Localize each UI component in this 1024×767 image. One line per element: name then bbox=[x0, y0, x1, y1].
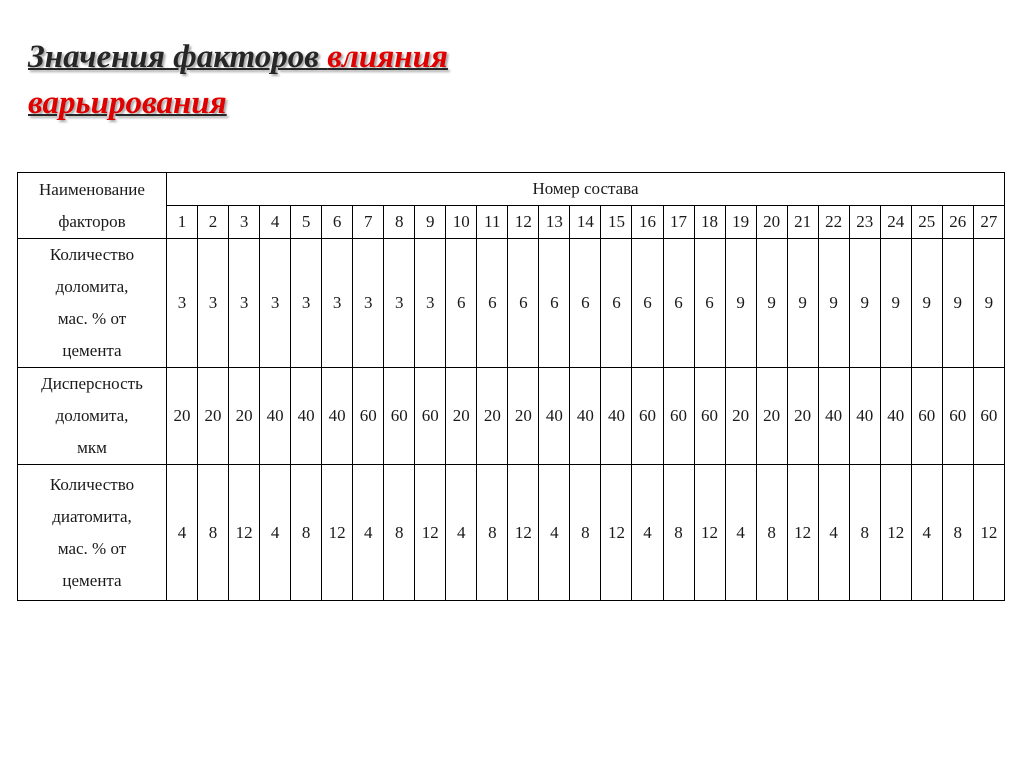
factor-value-cell: 40 bbox=[601, 368, 632, 465]
factor-value-cell: 6 bbox=[694, 239, 725, 368]
factor-value-cell: 20 bbox=[477, 368, 508, 465]
composition-number: 17 bbox=[663, 206, 694, 239]
factor-value-cell: 3 bbox=[260, 239, 291, 368]
factor-label-line: Количество bbox=[49, 245, 135, 264]
composition-number: 2 bbox=[198, 206, 229, 239]
factor-value-cell: 40 bbox=[818, 368, 849, 465]
factor-value-cell: 4 bbox=[353, 465, 384, 601]
composition-number: 8 bbox=[384, 206, 415, 239]
factor-value-cell: 60 bbox=[384, 368, 415, 465]
factor-value-cell: 4 bbox=[911, 465, 942, 601]
factor-value-cell: 4 bbox=[725, 465, 756, 601]
factor-value-cell: 60 bbox=[694, 368, 725, 465]
factor-value-cell: 3 bbox=[167, 239, 198, 368]
factor-value-cell: 4 bbox=[167, 465, 198, 601]
factor-value-cell: 8 bbox=[384, 465, 415, 601]
factor-label bbox=[18, 239, 167, 368]
factor-value-cell: 60 bbox=[415, 368, 446, 465]
factor-value-cell: 4 bbox=[260, 465, 291, 601]
factor-label-line: Количество bbox=[49, 474, 135, 494]
factor-value-cell: 9 bbox=[880, 239, 911, 368]
factor-value-cell: 12 bbox=[787, 465, 818, 601]
factor-value-cell: 4 bbox=[818, 465, 849, 601]
factor-value-cell: 40 bbox=[849, 368, 880, 465]
header-factor-name-line1: Наименование bbox=[39, 179, 145, 199]
factor-value-cell: 40 bbox=[260, 368, 291, 465]
composition-number: 22 bbox=[818, 206, 849, 239]
composition-number: 14 bbox=[570, 206, 601, 239]
factor-value-cell: 4 bbox=[632, 465, 663, 601]
factor-value-cell: 3 bbox=[384, 239, 415, 368]
factor-value-cell: 3 bbox=[415, 239, 446, 368]
composition-number: 12 bbox=[508, 206, 539, 239]
factor-label-line: цемента bbox=[62, 341, 122, 360]
header-row-1 bbox=[18, 173, 1005, 206]
factor-value-cell: 20 bbox=[508, 368, 539, 465]
factor-value-cell: 6 bbox=[601, 239, 632, 368]
composition-number: 23 bbox=[849, 206, 880, 239]
factor-value-cell: 8 bbox=[198, 465, 229, 601]
composition-number: 26 bbox=[942, 206, 973, 239]
factor-value-cell: 4 bbox=[539, 465, 570, 601]
header-composition-group: Номер состава bbox=[167, 173, 1005, 206]
factor-label bbox=[18, 465, 167, 601]
factor-value-cell: 8 bbox=[942, 465, 973, 601]
title-red-text: влияния bbox=[327, 39, 448, 75]
composition-number: 3 bbox=[229, 206, 260, 239]
factor-value-cell: 8 bbox=[663, 465, 694, 601]
composition-number: 7 bbox=[353, 206, 384, 239]
factor-value-cell: 20 bbox=[198, 368, 229, 465]
factor-value-cell: 6 bbox=[539, 239, 570, 368]
factor-value-cell: 12 bbox=[415, 465, 446, 601]
factor-label-line: диатомита, bbox=[52, 506, 132, 526]
factor-value-cell: 12 bbox=[508, 465, 539, 601]
header-factor-name bbox=[18, 173, 167, 239]
factor-value-cell: 9 bbox=[911, 239, 942, 368]
composition-number: 27 bbox=[973, 206, 1004, 239]
factor-value-cell: 40 bbox=[291, 368, 322, 465]
slide-title bbox=[28, 34, 448, 126]
factor-value-cell: 12 bbox=[973, 465, 1004, 601]
factor-value-cell: 60 bbox=[663, 368, 694, 465]
factor-value-cell: 20 bbox=[167, 368, 198, 465]
factor-label-line: мкм bbox=[77, 438, 107, 457]
factor-value-cell: 9 bbox=[725, 239, 756, 368]
factor-value-cell: 60 bbox=[973, 368, 1004, 465]
factor-value-cell: 20 bbox=[756, 368, 787, 465]
factor-label-line: доломита, bbox=[55, 406, 129, 425]
composition-number: 20 bbox=[756, 206, 787, 239]
composition-number: 16 bbox=[632, 206, 663, 239]
composition-number: 6 bbox=[322, 206, 353, 239]
composition-number: 18 bbox=[694, 206, 725, 239]
composition-number: 1 bbox=[167, 206, 198, 239]
factor-value-cell: 8 bbox=[756, 465, 787, 601]
header-row-composition-numbers bbox=[18, 206, 1005, 239]
factor-value-cell: 6 bbox=[477, 239, 508, 368]
composition-number: 24 bbox=[880, 206, 911, 239]
factors-table bbox=[17, 172, 1005, 601]
factor-row bbox=[18, 368, 1005, 465]
factor-value-cell: 3 bbox=[291, 239, 322, 368]
factor-value-cell: 12 bbox=[601, 465, 632, 601]
composition-number: 4 bbox=[260, 206, 291, 239]
factor-value-cell: 6 bbox=[446, 239, 477, 368]
factor-label-line: Дисперсность bbox=[41, 374, 143, 393]
factor-value-cell: 3 bbox=[229, 239, 260, 368]
factor-value-cell: 20 bbox=[787, 368, 818, 465]
factor-value-cell: 3 bbox=[353, 239, 384, 368]
factor-value-cell: 20 bbox=[725, 368, 756, 465]
factor-value-cell: 9 bbox=[756, 239, 787, 368]
composition-number: 10 bbox=[446, 206, 477, 239]
factor-row bbox=[18, 465, 1005, 601]
composition-number: 11 bbox=[477, 206, 508, 239]
factor-value-cell: 60 bbox=[911, 368, 942, 465]
factor-value-cell: 9 bbox=[973, 239, 1004, 368]
factor-value-cell: 20 bbox=[446, 368, 477, 465]
factor-value-cell: 9 bbox=[942, 239, 973, 368]
composition-number: 15 bbox=[601, 206, 632, 239]
composition-number: 25 bbox=[911, 206, 942, 239]
factor-label bbox=[18, 368, 167, 465]
factor-value-cell: 6 bbox=[663, 239, 694, 368]
factor-value-cell: 3 bbox=[198, 239, 229, 368]
factor-value-cell: 6 bbox=[632, 239, 663, 368]
factor-value-cell: 60 bbox=[942, 368, 973, 465]
factor-value-cell: 9 bbox=[787, 239, 818, 368]
composition-number: 19 bbox=[725, 206, 756, 239]
factor-value-cell: 8 bbox=[570, 465, 601, 601]
factor-value-cell: 20 bbox=[229, 368, 260, 465]
factor-value-cell: 40 bbox=[880, 368, 911, 465]
factor-value-cell: 6 bbox=[570, 239, 601, 368]
factor-value-cell: 12 bbox=[694, 465, 725, 601]
factor-value-cell: 40 bbox=[322, 368, 353, 465]
factor-value-cell: 3 bbox=[322, 239, 353, 368]
factor-value-cell: 9 bbox=[818, 239, 849, 368]
factor-value-cell: 8 bbox=[849, 465, 880, 601]
factor-value-cell: 12 bbox=[322, 465, 353, 601]
factor-label-line: мас. % от bbox=[57, 538, 127, 558]
factor-label-line: доломита, bbox=[55, 277, 129, 296]
composition-number: 21 bbox=[787, 206, 818, 239]
factor-row bbox=[18, 239, 1005, 368]
factor-value-cell: 8 bbox=[291, 465, 322, 601]
factor-value-cell: 60 bbox=[632, 368, 663, 465]
factor-value-cell: 40 bbox=[539, 368, 570, 465]
factor-value-cell: 4 bbox=[446, 465, 477, 601]
title-line-2: варьирования bbox=[28, 85, 227, 121]
composition-number: 5 bbox=[291, 206, 322, 239]
title-black-text: Значения факторов bbox=[28, 39, 319, 75]
factor-value-cell: 6 bbox=[508, 239, 539, 368]
factors-table-body bbox=[18, 173, 1005, 601]
composition-number: 9 bbox=[415, 206, 446, 239]
factor-value-cell: 9 bbox=[849, 239, 880, 368]
factor-value-cell: 12 bbox=[229, 465, 260, 601]
factor-value-cell: 12 bbox=[880, 465, 911, 601]
factor-value-cell: 40 bbox=[570, 368, 601, 465]
factor-label-line: мас. % от bbox=[57, 309, 127, 328]
composition-number: 13 bbox=[539, 206, 570, 239]
factor-label-line: цемента bbox=[62, 570, 122, 590]
title-line-1 bbox=[28, 34, 448, 80]
factor-value-cell: 8 bbox=[477, 465, 508, 601]
header-factor-name-line2: факторов bbox=[58, 211, 126, 231]
factor-value-cell: 60 bbox=[353, 368, 384, 465]
